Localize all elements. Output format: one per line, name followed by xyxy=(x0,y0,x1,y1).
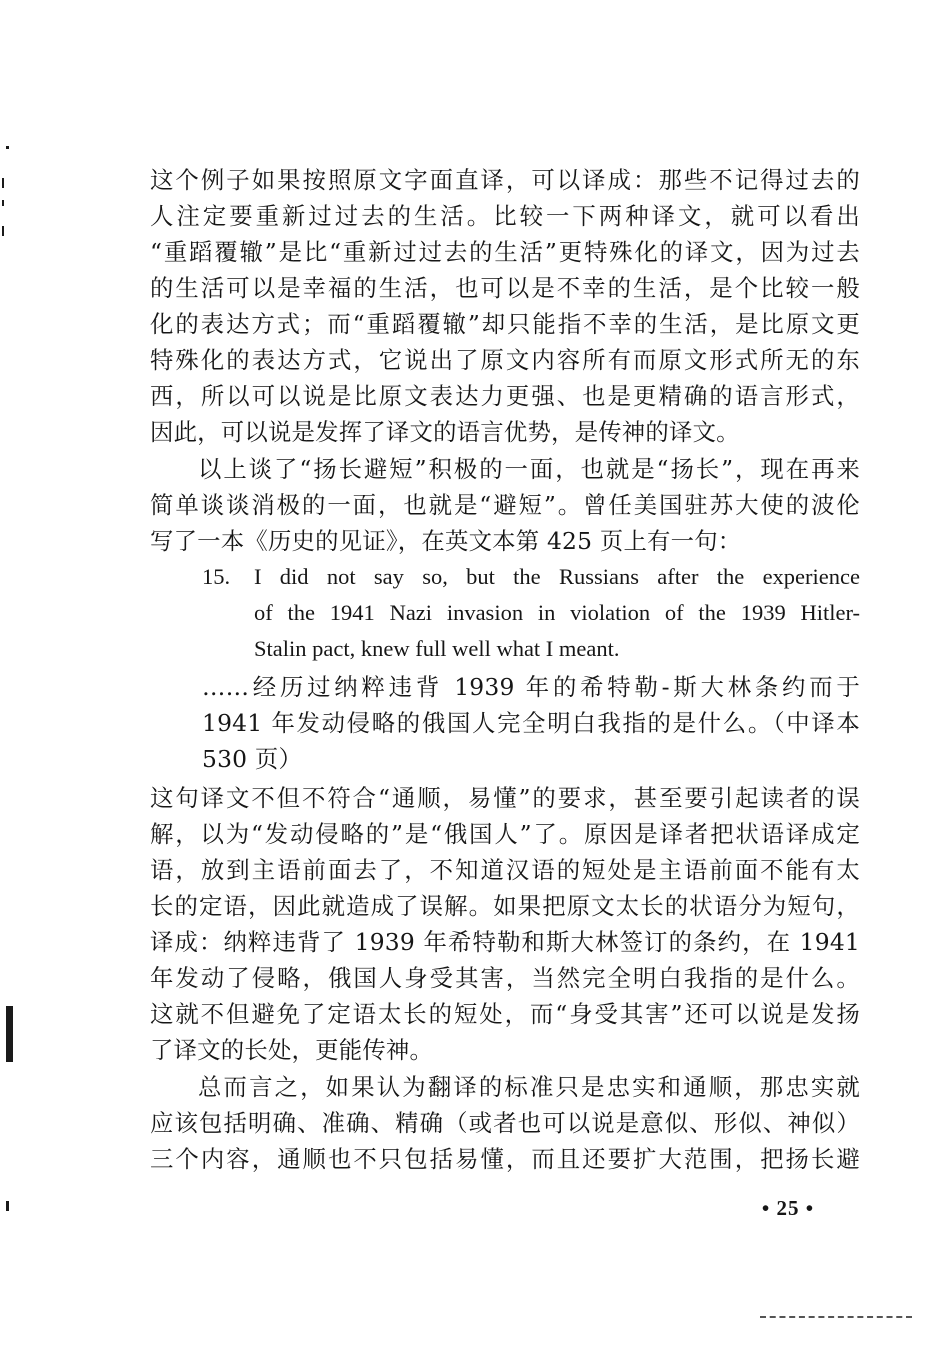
text-line: 语，放到主语前面去了，不知道汉语的短处是主语前面不能有太 xyxy=(150,856,860,884)
scan-mark xyxy=(6,1201,9,1211)
text-line: 530 页） xyxy=(202,745,303,773)
text-line: 这个例子如果按照原文字面直译，可以译成：那些不记得过去的 xyxy=(150,166,860,194)
text-line: 特殊化的表达方式，它说出了原文内容所有而原文形式所无的东 xyxy=(150,346,860,374)
footer-rule xyxy=(760,1316,912,1318)
text-line: 这就不但避免了定语太长的短处，而“身受其害”还可以说是发扬 xyxy=(150,1000,860,1028)
example-line: of the 1941 Nazi invasion in violation of the 1939 Hitler- xyxy=(254,600,860,625)
example-line: Stalin pact, knew full well what I meant. xyxy=(254,636,620,661)
page-number: • 25 • xyxy=(761,1196,815,1220)
scan-mark xyxy=(2,200,4,206)
text-line: 的生活可以是幸福的生活，也可以是不幸的生活，是个比较一般 xyxy=(150,274,860,302)
example-number: 15. xyxy=(202,564,231,589)
text-line: 解，以为“发动侵略的”是“俄国人”了。原因是译者把状语译成定 xyxy=(150,820,860,848)
text-line: ……经历过纳粹违背 1939 年的希特勒-斯大林条约而于 xyxy=(202,673,860,701)
scan-mark xyxy=(2,226,4,236)
text-line: 三个内容，通顺也不只包括易懂，而且还要扩大范围，把扬长避 xyxy=(150,1145,860,1173)
text-line: 人注定要重新过过去的生活。比较一下两种译文，就可以看出 xyxy=(150,202,860,230)
text-line: 化的表达方式；而“重蹈覆辙”却只能指不幸的生活，是比原文更 xyxy=(150,310,860,338)
text-line: 西，所以可以说是比原文表达力更强、也是更精确的语言形式， xyxy=(150,382,860,410)
text-line: 写了一本《历史的见证》，在英文本第 425 页上有一句： xyxy=(150,527,742,555)
text-line: 年发动了侵略，俄国人身受其害，当然完全明白我指的是什么。 xyxy=(150,964,860,992)
text-line: 这句译文不但不符合“通顺，易懂”的要求，甚至要引起读者的误 xyxy=(150,784,860,812)
text-line: 简单谈谈消极的一面，也就是“避短”。曾任美国驻苏大使的波伦 xyxy=(150,491,860,519)
text-line: 以上谈了“扬长避短”积极的一面，也就是“扬长”，现在再来 xyxy=(198,455,860,483)
text-line: 译成：纳粹违背了 1939 年希特勒和斯大林签订的条约，在 1941 xyxy=(150,928,860,956)
text-line: 因此，可以说是发挥了译文的语言优势，是传神的译文。 xyxy=(150,418,740,446)
text-line: 了译文的长处，更能传神。 xyxy=(150,1036,434,1064)
scan-mark xyxy=(6,1006,13,1062)
scan-mark xyxy=(6,146,9,149)
text-line: 1941 年发动侵略的俄国人完全明白我指的是什么。（中译本 xyxy=(202,709,860,737)
text-line: 应该包括明确、准确、精确（或者也可以说是意似、形似、神似） xyxy=(150,1109,860,1137)
text-line: 长的定语，因此就造成了误解。如果把原文太长的状语分为短句， xyxy=(150,892,860,920)
text-line: “重蹈覆辙”是比“重新过过去的生活”更特殊化的译文，因为过去 xyxy=(150,238,860,266)
example-line: I did not say so, but the Russians after the experience xyxy=(254,564,860,589)
scan-mark xyxy=(2,178,4,188)
text-line: 总而言之，如果认为翻译的标准只是忠实和通顺，那忠实就 xyxy=(198,1073,860,1101)
